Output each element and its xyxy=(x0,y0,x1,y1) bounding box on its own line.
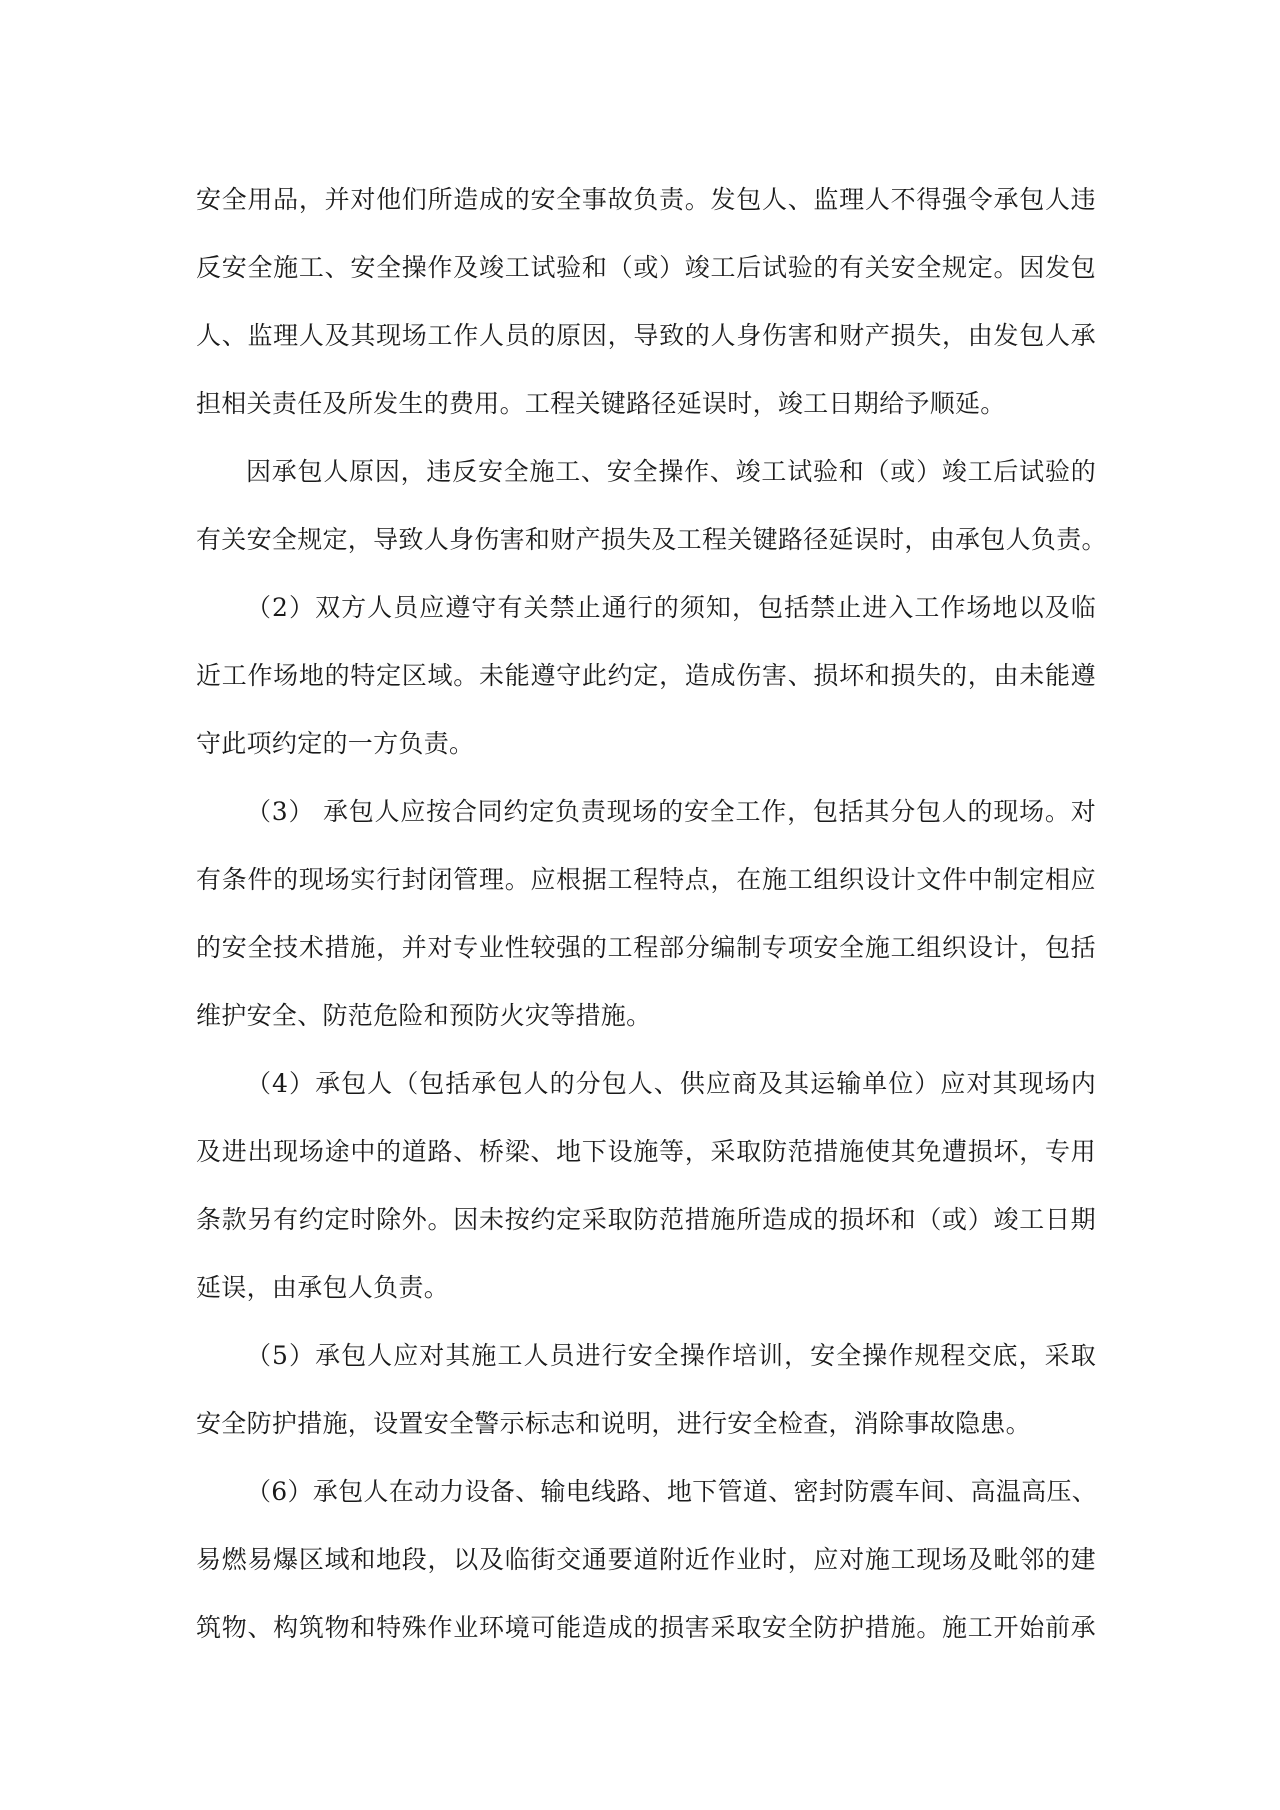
text-line: （4）承包人（包括承包人的分包人、供应商及其运输单位）应对其现场内 xyxy=(246,1069,1096,1098)
text-line: 人、监理人及其现场工作人员的原因，导致的人身伤害和财产损失，由发包人承 xyxy=(196,321,1096,350)
text-line: （5）承包人应对其施工人员进行安全操作培训，安全操作规程交底，采取 xyxy=(246,1341,1096,1370)
text-line: 有关安全规定，导致人身伤害和财产损失及工程关键路径延误时，由承包人负责。 xyxy=(196,525,1107,554)
text-line: （3） 承包人应按合同约定负责现场的安全工作，包括其分包人的现场。对 xyxy=(246,797,1096,826)
text-line: 担相关责任及所发生的费用。工程关键路径延误时，竣工日期给予顺延。 xyxy=(196,389,1006,418)
text-line: 延误，由承包人负责。 xyxy=(196,1273,450,1302)
text-line: 筑物、构筑物和特殊作业环境可能造成的损害采取安全防护措施。施工开始前承 xyxy=(196,1613,1096,1642)
text-line: （2）双方人员应遵守有关禁止通行的须知，包括禁止进入工作场地以及临 xyxy=(246,593,1096,622)
text-line: 易燃易爆区域和地段，以及临街交通要道附近作业时，应对施工现场及毗邻的建 xyxy=(196,1545,1096,1574)
text-line: 因承包人原因，违反安全施工、安全操作、竣工试验和（或）竣工后试验的 xyxy=(246,457,1096,486)
text-line: 有条件的现场实行封闭管理。应根据工程特点，在施工组织设计文件中制定相应 xyxy=(196,865,1096,894)
text-line: 的安全技术措施，并对专业性较强的工程部分编制专项安全施工组织设计，包括 xyxy=(196,933,1096,962)
text-line: 近工作场地的特定区域。未能遵守此约定，造成伤害、损坏和损失的，由未能遵 xyxy=(196,661,1096,690)
text-line: 安全防护措施，设置安全警示标志和说明，进行安全检查，消除事故隐患。 xyxy=(196,1409,1031,1438)
text-line: 安全用品，并对他们所造成的安全事故负责。发包人、监理人不得强令承包人违 xyxy=(196,185,1096,214)
text-line: 守此项约定的一方负责。 xyxy=(196,729,475,758)
text-line: （6）承包人在动力设备、输电线路、地下管道、密封防震车间、高温高压、 xyxy=(246,1477,1098,1506)
text-line: 维护安全、防范危险和预防火灾等措施。 xyxy=(196,1001,652,1030)
text-line: 及进出现场途中的道路、桥梁、地下设施等，采取防范措施使其免遭损坏，专用 xyxy=(196,1137,1096,1166)
body-text xyxy=(196,166,1107,1662)
text-line: 反安全施工、安全操作及竣工试验和（或）竣工后试验的有关安全规定。因发包 xyxy=(196,253,1096,282)
text-line: 条款另有约定时除外。因未按约定采取防范措施所造成的损坏和（或）竣工日期 xyxy=(196,1205,1096,1234)
